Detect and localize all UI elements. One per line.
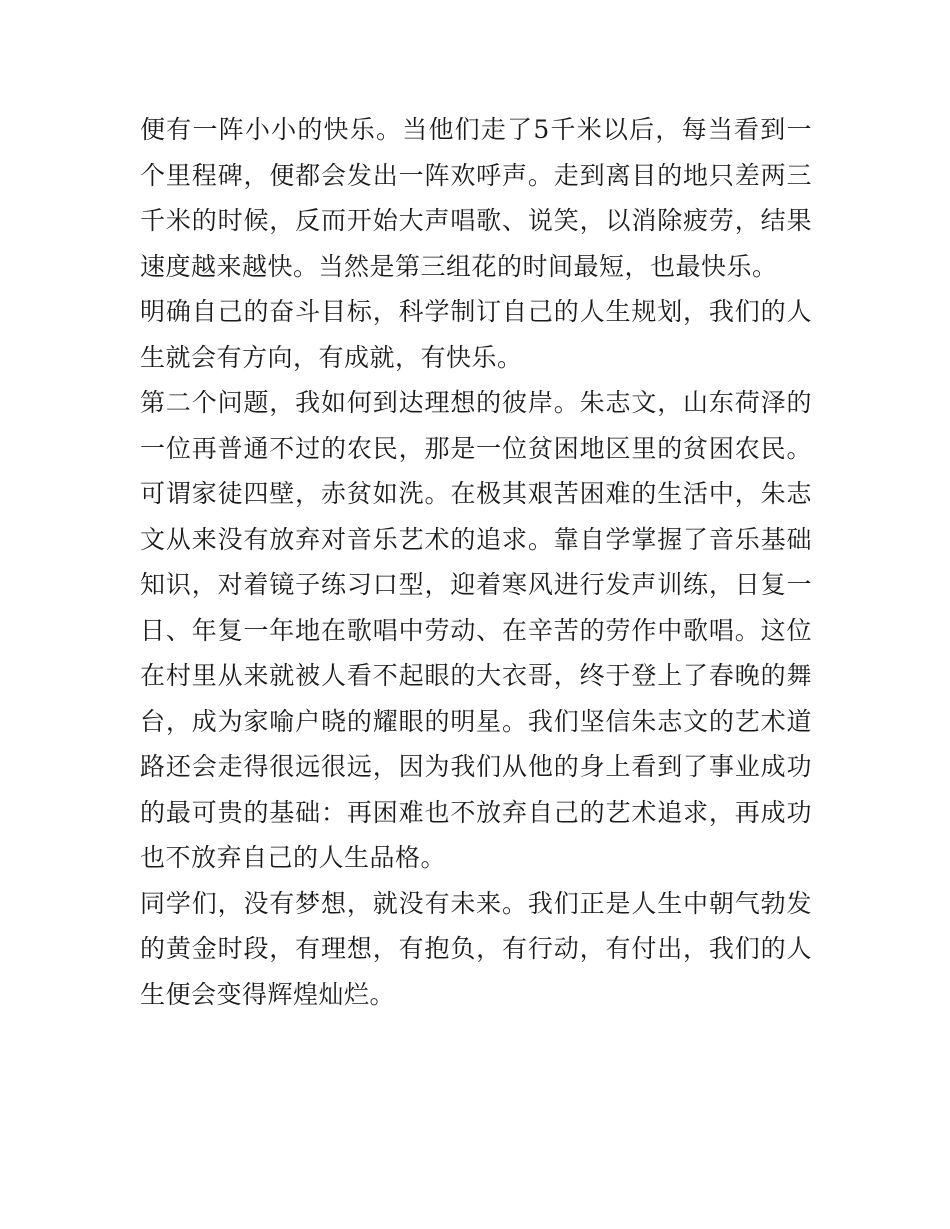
document-body (140, 107, 812, 1017)
paragraph-life-plan: 明确自己的奋斗目标，科学制订自己的人生规划，我们的人生就会有方向，有成就，有快乐。 (140, 297, 812, 372)
paragraph-zhu-zhiwen: 第二个问题，我如何到达理想的彼岸。朱志文，山东荷泽的一位再普通不过的农民，那是一位贫困地区里的贫困农民。可谓家徒四壁，赤贫如洗。在极其艰苦困难的生活中，朱志文从来没有放弃对音乐艺术的追求。靠自学掌握了音乐基础知识，对着镜子练习口型，迎着寒风进行发声训练，日复一日、年复一年地在歌唱中劳动、在辛苦的劳作中歌唱。这位在村里从来就被人看不起眼的大衣哥，终于登上了春晚的舞台，成为家喻户晓的耀眼的明星。我们坚信朱志文的艺术道路还会走得很远很远，因为我们从他的身上看到了事业成功的最可贵的基础：再困难也不放弃自己的艺术追求，再成功也不放弃自己的人生品格。 (140, 388, 812, 872)
paragraph-happiness-walk: 便有一阵小小的快乐。当他们走了5千米以后，每当看到一个里程碑，便都会发出一阵欢呼声。走到离目的地只差两三千米的时候，反而开始大声唱歌、说笑，以消除疲劳，结果速度越来越快。当然是第三组花的时间最短，也最快乐。 (140, 115, 812, 281)
paragraph-conclusion: 同学们，没有梦想，就没有未来。我们正是人生中朝气勃发的黄金时段，有理想，有抱负，有行动，有付出，我们的人生便会变得辉煌灿烂。 (140, 888, 812, 1009)
